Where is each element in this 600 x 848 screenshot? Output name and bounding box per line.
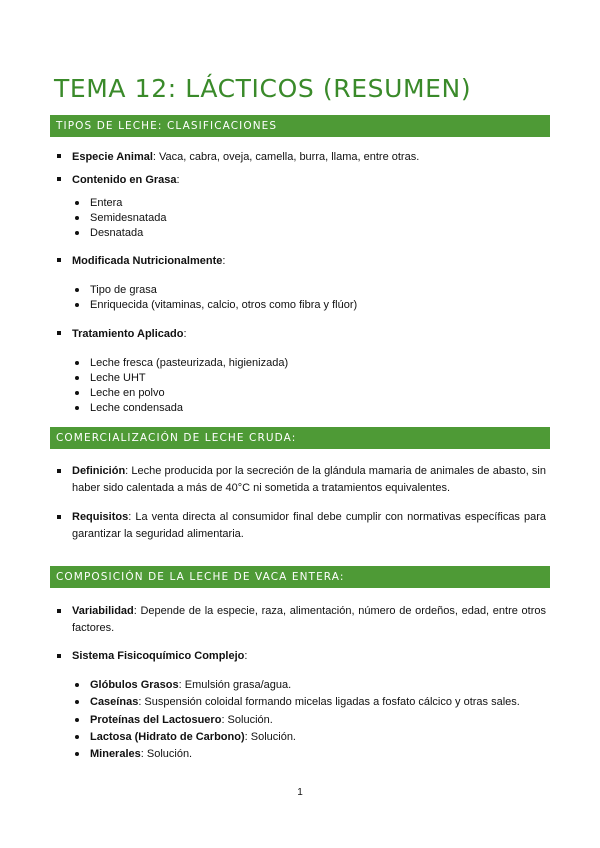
subitem bbox=[90, 694, 520, 710]
item-label: Variabilidad bbox=[72, 605, 134, 617]
item-text: : bbox=[244, 650, 248, 662]
subitem: Leche fresca (pasteurizada, higienizada) bbox=[90, 357, 289, 369]
item-label: Tratamiento Aplicado bbox=[72, 328, 184, 340]
subitem: Leche UHT bbox=[90, 372, 146, 384]
subitem-text: : Solución. bbox=[244, 731, 296, 743]
item-text: : Depende de la especie, raza, alimentación, número de ordeños, edad, entre otros factores. bbox=[72, 605, 546, 634]
subitem: Semidesnatada bbox=[90, 212, 167, 224]
subitem-label: Proteínas del Lactosuero bbox=[90, 714, 222, 726]
item-text: : Leche producida por la secreción de la glándula mamaria de animales de abasto, sin haber sido calentada a más de 40°C ni sometida a tratamientos equivalentes. bbox=[72, 465, 546, 494]
bullet-dot-icon bbox=[75, 406, 79, 410]
item-label: Modificada Nutricionalmente bbox=[72, 255, 223, 267]
subitem: Entera bbox=[90, 197, 123, 209]
square-bullet-icon bbox=[57, 177, 61, 181]
subitem-text: : Emulsión grasa/agua. bbox=[178, 679, 292, 691]
bullet-dot-icon bbox=[75, 288, 79, 292]
item-label: Especie Animal bbox=[72, 151, 153, 163]
bullet-dot-icon bbox=[75, 683, 79, 687]
item-sistema bbox=[72, 648, 247, 664]
bullet-dot-icon bbox=[75, 231, 79, 235]
item-text: : bbox=[183, 328, 187, 340]
item-label: Requisitos bbox=[72, 511, 129, 523]
item-text: : La venta directa al consumidor final debe cumplir con normativas específicas para garantizar la seguridad alimentaria. bbox=[72, 511, 546, 540]
item-contenido-grasa bbox=[72, 172, 180, 188]
item-text: : Vaca, cabra, oveja, camella, burra, llama, entre otras. bbox=[152, 151, 420, 163]
square-bullet-icon bbox=[57, 515, 61, 519]
subitem: Desnatada bbox=[90, 227, 144, 239]
subitem: Tipo de grasa bbox=[90, 284, 157, 296]
subitem-label: Minerales bbox=[90, 748, 141, 760]
subitem-text: : Solución. bbox=[140, 748, 193, 760]
square-bullet-icon bbox=[57, 258, 61, 262]
bullet-dot-icon bbox=[75, 700, 79, 704]
section-heading-comercializacion: COMERCIALIZACIÓN DE LECHE CRUDA: bbox=[50, 427, 550, 449]
subitem-text: : Solución. bbox=[221, 714, 273, 726]
item-modificada bbox=[72, 253, 225, 269]
item-definicion bbox=[72, 463, 546, 497]
square-bullet-icon bbox=[57, 154, 61, 158]
subitem-label: Caseínas bbox=[90, 696, 139, 708]
item-variabilidad bbox=[72, 603, 546, 637]
bullet-dot-icon bbox=[75, 752, 79, 756]
item-label: Definición bbox=[72, 465, 126, 477]
bullet-dot-icon bbox=[75, 361, 79, 365]
item-label: Contenido en Grasa bbox=[72, 174, 177, 186]
page-title: TEMA 12: LÁCTICOS (RESUMEN) bbox=[54, 74, 472, 103]
item-text: : bbox=[222, 255, 226, 267]
subitem bbox=[90, 712, 273, 728]
subitem: Leche en polvo bbox=[90, 387, 165, 399]
square-bullet-icon bbox=[57, 469, 61, 473]
bullet-dot-icon bbox=[75, 391, 79, 395]
bullet-dot-icon bbox=[75, 735, 79, 739]
subitem: Enriquecida (vitaminas, calcio, otros como fibra y flúor) bbox=[90, 299, 358, 311]
bullet-dot-icon bbox=[75, 718, 79, 722]
subitem bbox=[90, 677, 291, 693]
page-number: 1 bbox=[297, 787, 303, 798]
square-bullet-icon bbox=[57, 609, 61, 613]
section-heading-tipos: TIPOS DE LECHE: CLASIFICACIONES bbox=[50, 115, 550, 137]
item-requisitos bbox=[72, 509, 546, 543]
subitem bbox=[90, 729, 296, 745]
item-label: Sistema Fisicoquímico Complejo bbox=[72, 650, 245, 662]
bullet-dot-icon bbox=[75, 376, 79, 380]
bullet-dot-icon bbox=[75, 303, 79, 307]
item-tratamiento bbox=[72, 326, 187, 342]
subitem bbox=[90, 746, 192, 762]
square-bullet-icon bbox=[57, 654, 61, 658]
item-text: : bbox=[176, 174, 180, 186]
square-bullet-icon bbox=[57, 331, 61, 335]
subitem-label: Glóbulos Grasos bbox=[90, 679, 179, 691]
subitem: Leche condensada bbox=[90, 402, 183, 414]
subitem-label: Lactosa (Hidrato de Carbono) bbox=[90, 731, 245, 743]
subitem-text: : Suspensión coloidal formando micelas ligadas a fosfato cálcico y otras sales. bbox=[138, 696, 520, 708]
item-especie-animal bbox=[72, 149, 419, 165]
section-heading-composicion: COMPOSICIÓN DE LA LECHE DE VACA ENTERA: bbox=[50, 566, 550, 588]
bullet-dot-icon bbox=[75, 201, 79, 205]
bullet-dot-icon bbox=[75, 216, 79, 220]
